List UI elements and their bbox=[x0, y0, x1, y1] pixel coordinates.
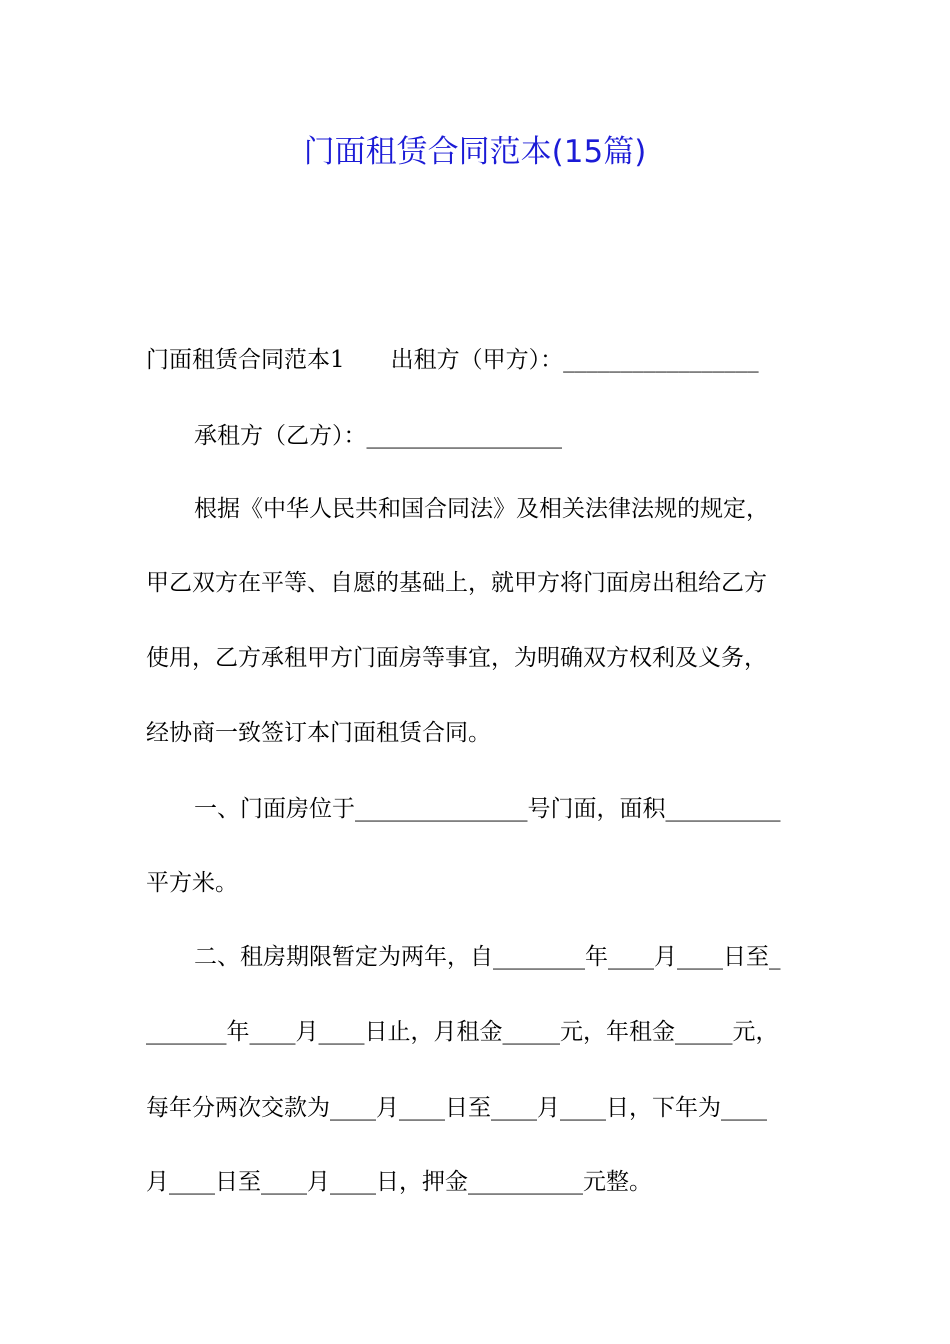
paragraph-line: 承租方（乙方）：_________________ bbox=[194, 423, 562, 449]
paragraph-line: 门面租赁合同范本1 出租方（甲方）：_________________ bbox=[146, 347, 759, 373]
paragraph-line: 二、租房期限暂定为两年，自________年____月____日至_ bbox=[194, 944, 781, 970]
document-title: 门面租赁合同范本(15篇) bbox=[303, 134, 647, 170]
paragraph-line: _______年____月____日止，月租金_____元，年租金_____元， bbox=[146, 1019, 779, 1045]
paragraph-line: 一、门面房位于_______________号门面，面积__________ bbox=[194, 796, 781, 822]
paragraph-line: 经协商一致签订本门面租赁合同。 bbox=[146, 720, 491, 746]
paragraph-line: 平方米。 bbox=[146, 870, 238, 896]
paragraph-line: 使用，乙方承租甲方门面房等事宜，为明确双方权利及义务， bbox=[146, 645, 767, 671]
paragraph-line: 月____日至____月____日，押金__________元整。 bbox=[146, 1169, 652, 1195]
paragraph-line: 根据《中华人民共和国合同法》及相关法律法规的规定， bbox=[194, 496, 769, 522]
paragraph-line: 每年分两次交款为____月____日至____月____日，下年为____ bbox=[146, 1095, 767, 1121]
paragraph-line: 甲乙双方在平等、自愿的基础上，就甲方将门面房出租给乙方 bbox=[146, 570, 767, 596]
